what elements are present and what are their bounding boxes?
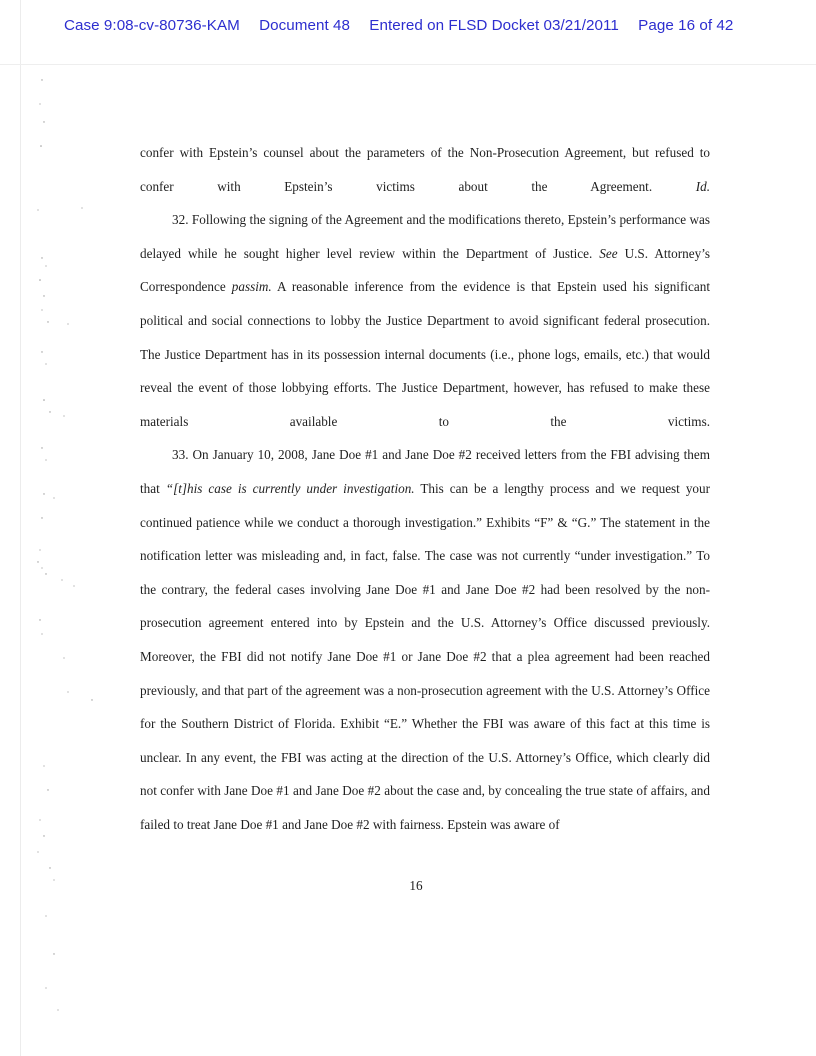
header-page-count: Page 16 of 42 [638,17,734,34]
italic-text-run: Id. [695,178,710,194]
scan-margin-line [20,0,21,1056]
text-run: 32. Following the signing of the Agreement and the modifications thereto, Epstein’s performance was delayed while he sought higher level review within the Department of Justice. [140,212,710,261]
italic-text-run: “[t]his case is currently under investigation. [165,480,415,496]
page-number: 16 [409,878,423,893]
paragraph-33 [140,438,710,841]
text-run: 33. On January 10, 2008, Jane Doe #1 and Jane Doe #2 received letters from the FBI advising them that [140,447,710,496]
paragraph-continuation [140,136,710,203]
text-run: A reasonable inference from the evidence is that Epstein used his significant political and social connections to lobby the Justice Department to avoid significant federal prosecution. The Justice Department has in its possession internal documents (i.e., phone logs, emails, etc.) that would reveal the event of those lobbying efforts. The Justice Department, however, has refused to make these materials available to the victims. [140,279,710,429]
header-entered-date: Entered on FLSD Docket 03/21/2011 [369,17,619,34]
document-body [140,136,710,841]
header-document-number: Document 48 [259,17,351,34]
italic-text-run: See [599,245,618,261]
text-run: This can be a lengthy process and we request your continued patience while we conduct a thorough investigation.” Exhibits “F” & “G.” The statement in the notification letter was misleading and, in fact, false. The case was not currently “under investigation.” To the contrary, the federal cases involving Jane Doe #1 and Jane Doe #2 had been resolved by the non-prosecution agreement entered into by Epstein and the U.S. Attorney’s Office discussed previously. Moreover, the FBI did not notify Jane Doe #1 or Jane Doe #2 that a plea agreement had been reached previously, and that part of the agreement was a non-prosecution agreement with the U.S. Attorney’s Office for the Southern District of Florida. Exhibit “E.” Whether the FBI was aware of this fact at this time is unclear. In any event, the FBI was acting at the direction of the U.S. Attorney’s Office, which clearly did not confer with Jane Doe #1 and Jane Doe #2 about the case and, by concealing the true state of affairs, and failed to treat Jane Doe #1 and Jane Doe #2 with fairness. Epstein was aware of [140,480,710,832]
docket-header [64,17,784,34]
text-run: confer with Epstein’s counsel about the parameters of the Non-Prosecution Agreement, but refused to confer with Epstein’s victims about the Agreement. [140,145,710,194]
header-case-number: Case 9:08-cv-80736-KAM [64,17,240,34]
text-run: U.S. Attorney’s Correspondence [140,245,710,295]
paragraph-32 [140,203,710,438]
scan-speckle-noise [24,60,124,1050]
italic-text-run: passim. [231,279,272,295]
